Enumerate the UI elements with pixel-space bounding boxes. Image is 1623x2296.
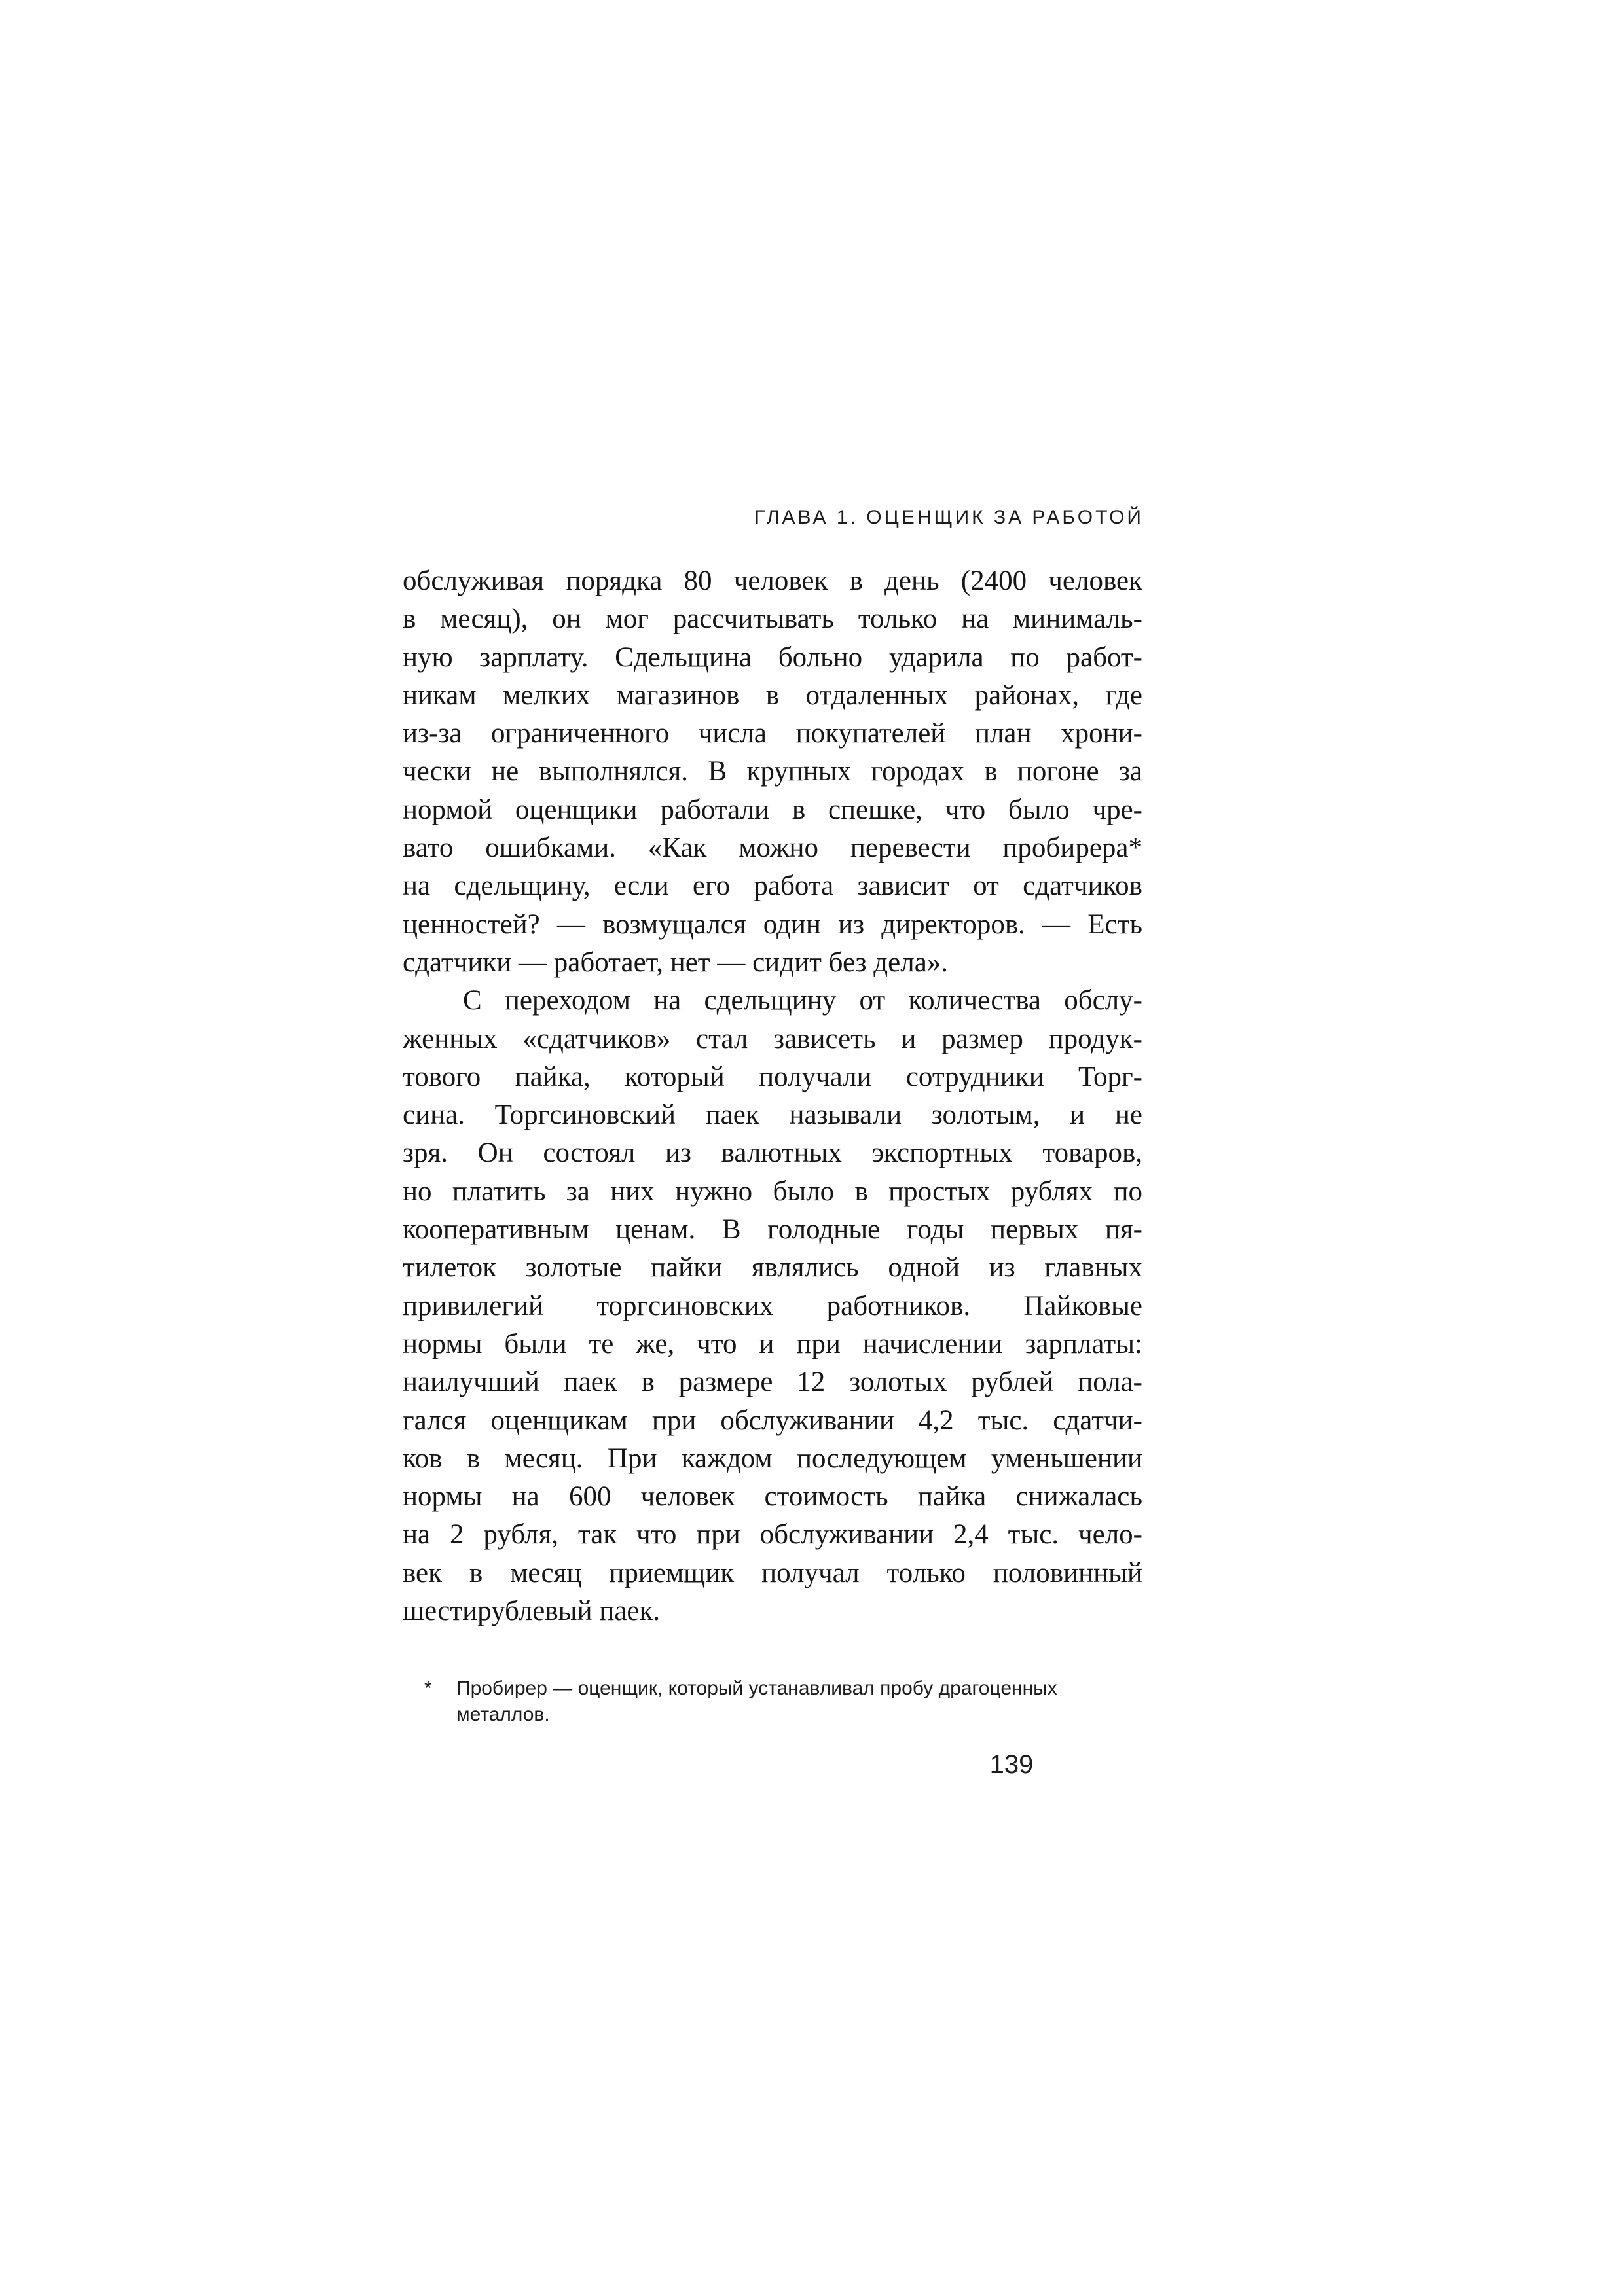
text-line: тилеток золотые пайки являлись одной из главных bbox=[403, 1252, 1142, 1283]
text-line: из-за ограниченного числа покупателей план хрони- bbox=[403, 718, 1142, 749]
text-line: ценностей? — возмущался один из директоров. — Есть bbox=[403, 908, 1142, 940]
text-line: век в месяц приемщик получал только половинный bbox=[403, 1557, 1142, 1588]
page-number: 139 bbox=[989, 1750, 1034, 1779]
text-line: гался оценщикам при обслуживании 4,2 тыс. сдатчи- bbox=[403, 1405, 1142, 1436]
body-text bbox=[403, 562, 1142, 1630]
footnote-text: Пробирер — оценщик, который устанавливал пробу драгоценных металлов. bbox=[456, 1677, 1057, 1725]
text-line: нормы были те же, что и при начислении зарплаты: bbox=[403, 1328, 1142, 1359]
text-line: сина. Торгсиновский паек называли золотым, и не bbox=[403, 1100, 1142, 1131]
text-line: женных «сдатчиков» стал зависеть и размер продук- bbox=[403, 1023, 1142, 1054]
text-line: никам мелких магазинов в отдаленных районах, где bbox=[403, 679, 1142, 711]
text-line: на сдельщину, если его работа зависит от сдатчиков bbox=[403, 870, 1142, 902]
text-line: вато ошибками. «Как можно перевести пробирера* bbox=[403, 833, 1142, 864]
text-line: обслуживая порядка 80 человек в день (2400 человек bbox=[403, 565, 1142, 596]
footnote-marker: * bbox=[424, 1677, 432, 1699]
text-line: но платить за них нужно было в простых рублях по bbox=[403, 1175, 1142, 1207]
text-line: в месяц), он мог рассчитывать только на минималь- bbox=[403, 603, 1142, 635]
text-line: зря. Он состоял из валютных экспортных товаров, bbox=[403, 1138, 1142, 1169]
text-line: ную зарплату. Сдельщина больно ударила по работ- bbox=[403, 641, 1142, 673]
text-line: тового пайка, который получали сотрудники Торг- bbox=[403, 1061, 1142, 1092]
text-line: кооперативным ценам. В голодные годы первых пя- bbox=[403, 1214, 1142, 1246]
text-line: привилегий торгсиновских работников. Пайковые bbox=[403, 1290, 1142, 1321]
running-header: ГЛАВА 1. ОЦЕНЩИК ЗА РАБОТОЙ bbox=[754, 507, 1144, 528]
text-line: чески не выполнялся. В крупных городах в погоне за bbox=[403, 756, 1142, 787]
text-line: наилучший паек в размере 12 золотых рублей пола- bbox=[403, 1367, 1142, 1398]
text-line: нормы на 600 человек стоимость пайка снижалась bbox=[403, 1481, 1142, 1513]
text-line: нормой оценщики работали в спешке, что было чре- bbox=[403, 794, 1142, 825]
footnote bbox=[403, 1676, 1156, 1728]
text-line: С переходом на сдельщину от количества обслу- bbox=[463, 985, 1142, 1016]
text-line: шестирублевый паек. bbox=[403, 1596, 661, 1627]
text-line: ков в месяц. При каждом последующем уменьшении bbox=[403, 1443, 1142, 1474]
text-line: сдатчики — работает, нет — сидит без дела». bbox=[403, 946, 949, 978]
text-line: на 2 рубля, так что при обслуживании 2,4 тыс. чело- bbox=[403, 1519, 1142, 1551]
